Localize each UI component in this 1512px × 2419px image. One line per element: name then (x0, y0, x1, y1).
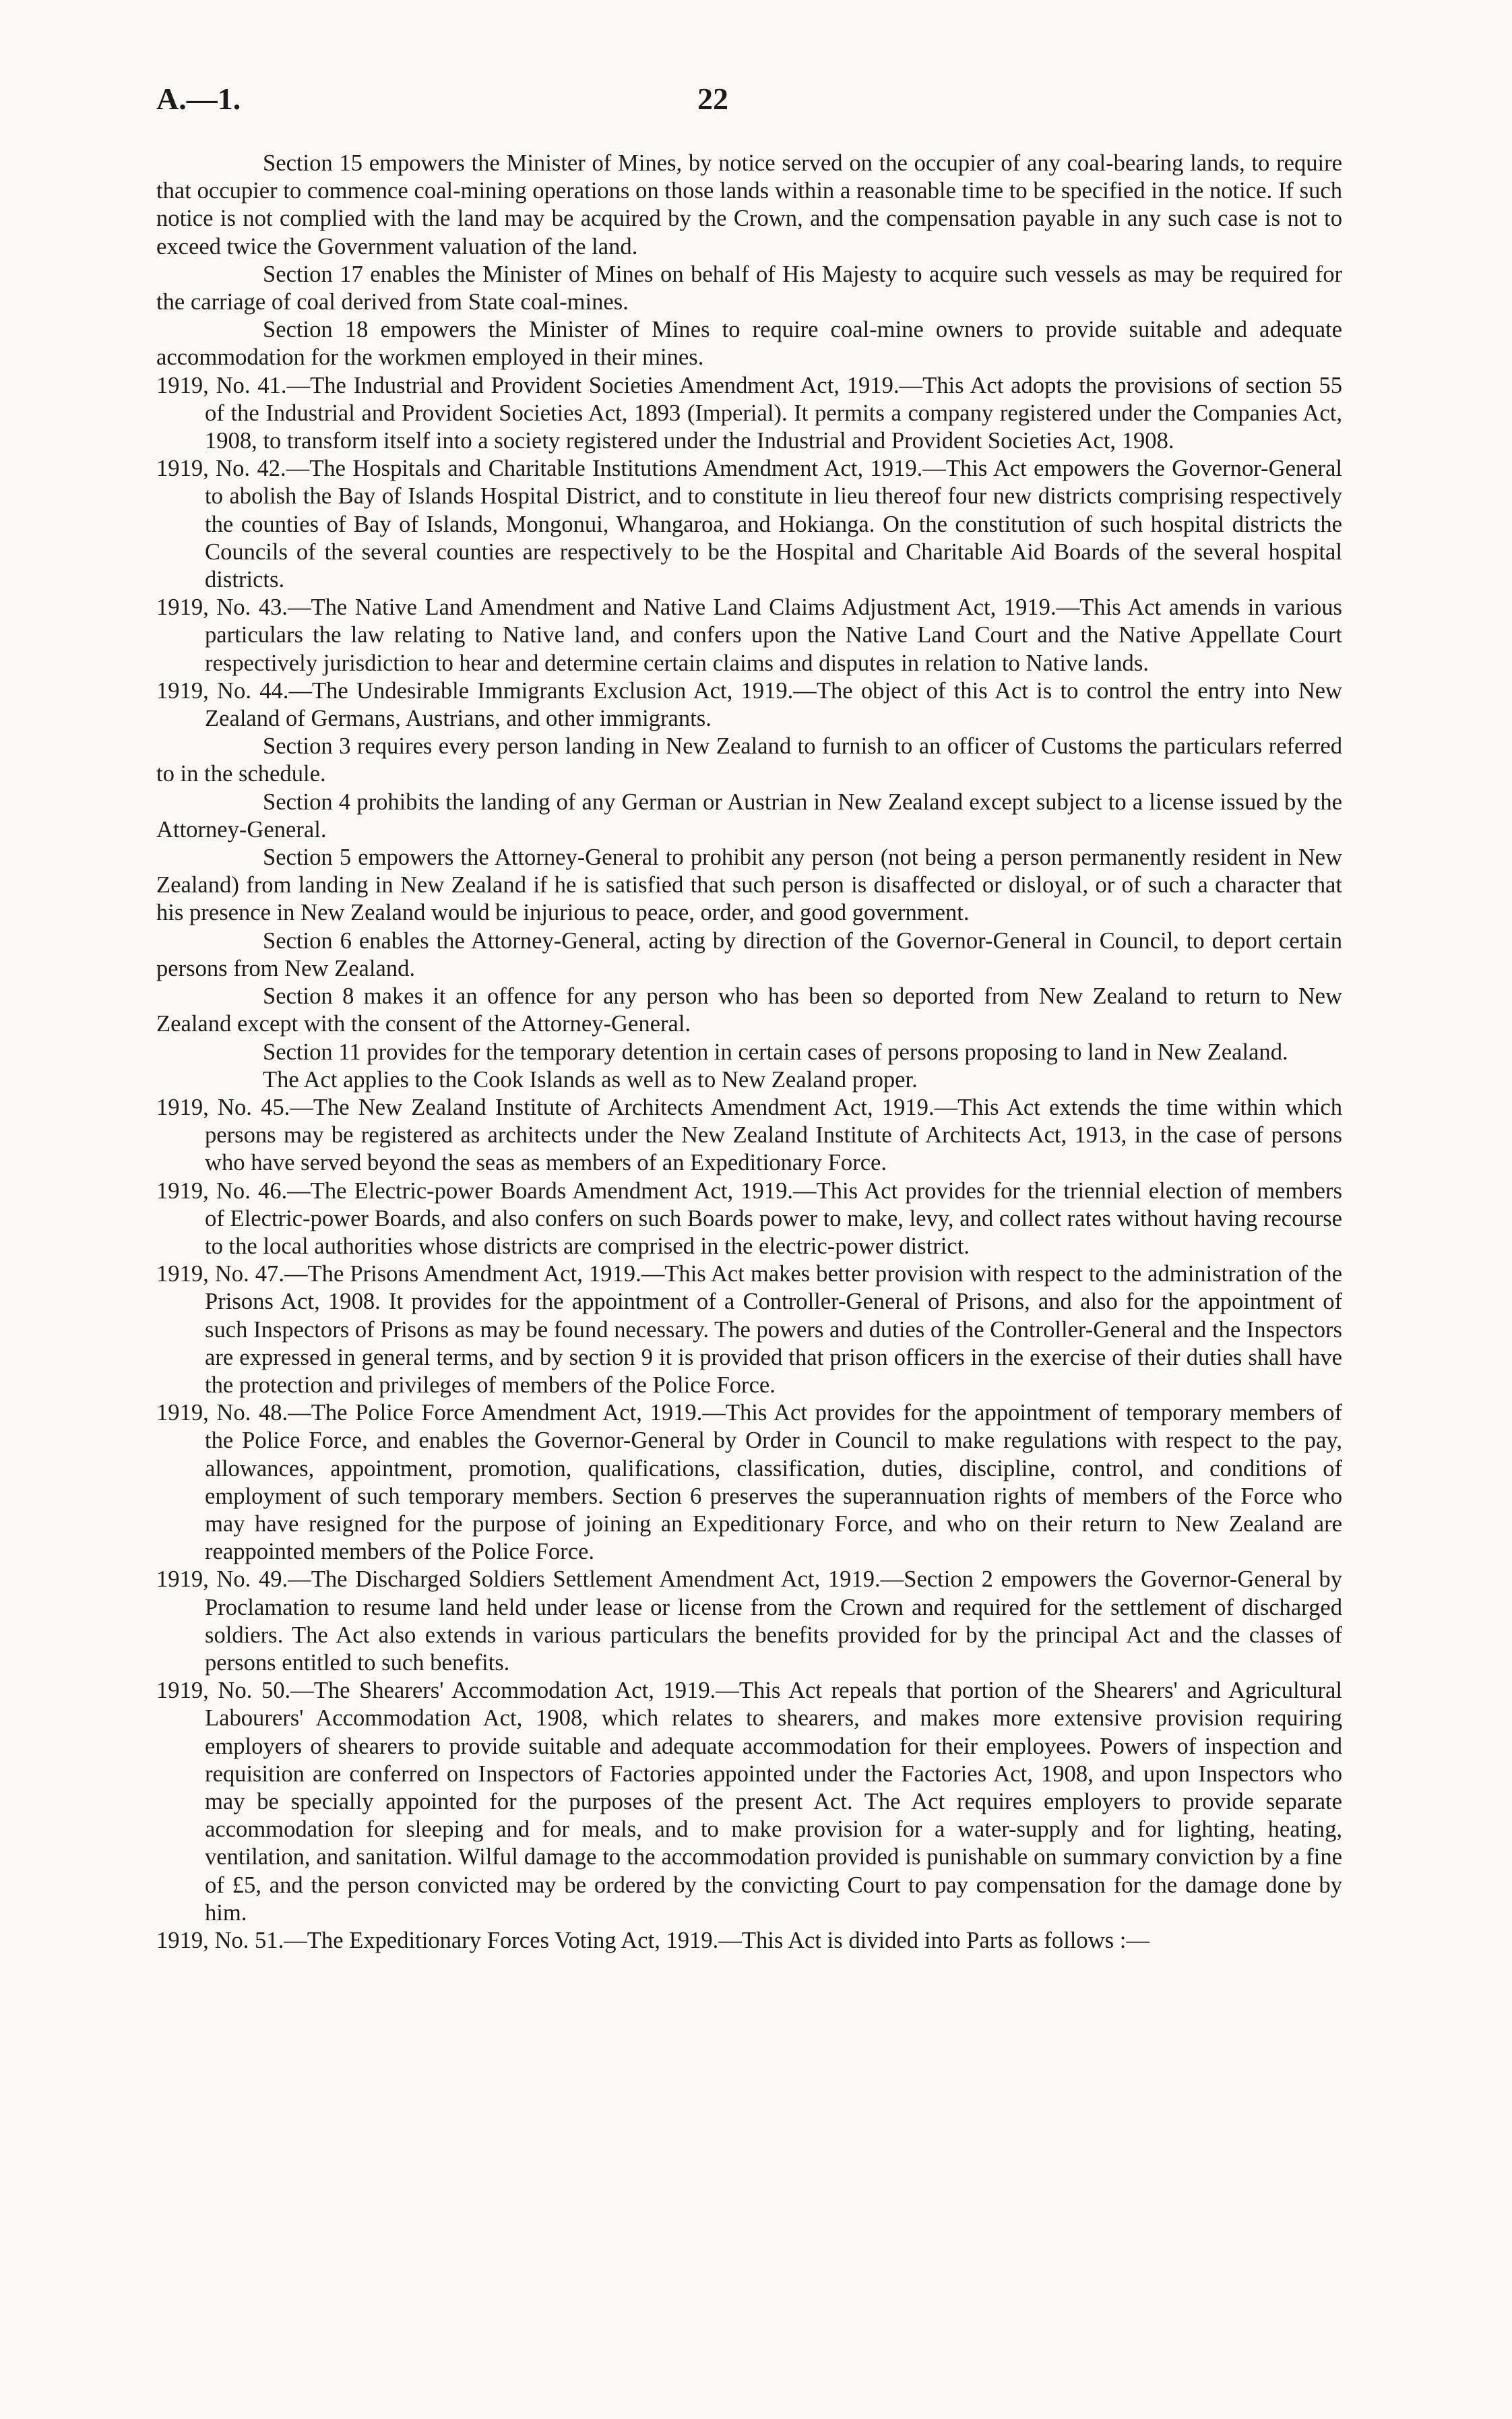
section-paragraph: Section 18 empowers the Minister of Mines to require coal-mine owners to provide suitable and adequate accommodation for the workmen employed in their mines. (156, 317, 1342, 371)
act-summary-paragraph: 1919, No. 45.—The New Zealand Institute of Architects Amendment Act, 1919.—This Act extends the time within which persons may be registered as architects under the New Zealand Institute of Architects Act, 1913, in the case of persons who have served beyond the seas as members of an Expeditionary Force. (156, 1094, 1342, 1176)
act-summary-paragraph: 1919, No. 51.—The Expeditionary Forces Voting Act, 1919.—This Act is divided into Parts as follows :— (156, 1928, 1149, 1953)
section-paragraph: Section 5 empowers the Attorney-General to prohibit any person (not being a person permanently resident in New Zealand) from landing in New Zealand if he is satisfied that such person is disaffected or disloyal, or of such a character that his presence in New Zealand would be injurious to peace, order, and good government. (156, 845, 1342, 926)
section-paragraph: Section 8 makes it an offence for any person who has been so deported from New Zealand to return to New Zealand except with the consent of the Attorney-General. (156, 983, 1342, 1037)
act-summary-paragraph: 1919, No. 48.—The Police Force Amendment Act, 1919.—This Act provides for the appointment of temporary members of the Police Force, and enables the Governor-General by Order in Council to make regulations with respect to the pay, allowances, appointment, promotion, qualifications, classification, duties, discipline, control, and conditions of employment of such temporary members. Section 6 preserves the superannuation rights of members of the Force who may have resigned for the purpose of joining an Expeditionary Force, and who on their return to New Zealand are reappointed members of the Police Force. (156, 1400, 1342, 1565)
section-paragraph: Section 4 prohibits the landing of any German or Austrian in New Zealand except subject to a license issued by the Attorney-General. (156, 789, 1342, 843)
act-summary-paragraph: 1919, No. 50.—The Shearers' Accommodation Act, 1919.—This Act repeals that portion of the Shearers' and Agricultural Labourers' Accommodation Act, 1908, which relates to shearers, and makes more extensive provision requiring employers of shearers to provide suitable and adequate accommodation for their employees. Powers of inspection and requisition are conferred on Inspectors of Factories appointed under the Factories Act, 1908, and upon Inspectors who may be specially appointed for the purposes of the present Act. The Act requires employers to provide separate accommodation for sleeping and for meals, and to make provision for a water-supply and for lighting, heating, ventilation, and sanitation. Wilful damage to the accommodation provided is punishable on summary conviction by a fine of £5, and the person convicted may be ordered by the convicting Court to pay compensation for the damage done by him. (156, 1678, 1342, 1926)
section-paragraph: Section 15 empowers the Minister of Mines, by notice served on the occupier of any coal-bearing lands, to require that occupier to commence coal-mining operations on those lands within a reasonable time to be specified in the notice. If such notice is not complied with the land may be acquired by the Crown, and the compensation payable in any such case is not to exceed twice the Government valuation of the land. (156, 150, 1342, 259)
document-reference: A.—1. (156, 82, 241, 116)
act-summary-paragraph: 1919, No. 44.—The Undesirable Immigrants Exclusion Act, 1919.—The object of this Act is to control the entry into New Zealand of Germans, Austrians, and other immigrants. (156, 677, 1342, 732)
act-summary-paragraph: 1919, No. 46.—The Electric-power Boards Amendment Act, 1919.—This Act provides for the triennial election of members of Electric-power Boards, and also confers on such Boards power to make, levy, and collect rates without having recourse to the local authorities whose districts are comprised in the electric-power district. (156, 1177, 1342, 1259)
section-paragraph: Section 17 enables the Minister of Mines on behalf of His Majesty to acquire such vessels as may be required for the carriage of coal derived from State coal-mines. (156, 261, 1342, 315)
document-body (156, 150, 1342, 1955)
act-summary-paragraph: 1919, No. 43.—The Native Land Amendment and Native Land Claims Adjustment Act, 1919.—This Act amends in various particulars the law relating to Native land, and confers upon the Native Land Court and the Native Appellate Court respectively jurisdiction to hear and determine certain claims and disputes in relation to Native lands. (156, 594, 1342, 676)
section-paragraph: Section 6 enables the Attorney-General, acting by direction of the Governor-General in Council, to deport certain persons from New Zealand. (156, 927, 1342, 981)
section-paragraph: The Act applies to the Cook Islands as well as to New Zealand proper. (263, 1066, 918, 1093)
act-summary-paragraph: 1919, No. 42.—The Hospitals and Charitable Institutions Amendment Act, 1919.—This Act empowers the Governor-General to abolish the Bay of Islands Hospital District, and to constitute in lieu thereof four new districts comprising respectively the counties of Bay of Islands, Mongonui, Whangaroa, and Hokianga. On the constitution of such hospital districts the Councils of the several counties are respectively to be the Hospital and Charitable Aid Boards of the several hospital districts. (156, 456, 1342, 593)
section-paragraph: Section 11 provides for the temporary detention in certain cases of persons proposing to land in New Zealand. (263, 1039, 1288, 1065)
section-paragraph: Section 3 requires every person landing in New Zealand to furnish to an officer of Customs the particulars referred to in the schedule. (156, 733, 1342, 787)
act-summary-paragraph: 1919, No. 49.—The Discharged Soldiers Settlement Amendment Act, 1919.—Section 2 empowers the Governor-General by Proclamation to resume land held under lease or license from the Crown and required for the settlement of discharged soldiers. The Act also extends in various particulars the benefits provided for by the principal Act and the classes of persons entitled to such benefits. (156, 1566, 1342, 1676)
page-number: 22 (697, 82, 728, 116)
act-summary-paragraph: 1919, No. 47.—The Prisons Amendment Act, 1919.—This Act makes better provision with respect to the administration of the Prisons Act, 1908. It provides for the appointment of a Controller-General of Prisons, and also for the appointment of such Inspectors of Prisons as may be found necessary. The powers and duties of the Controller-General and the Inspectors are expressed in general terms, and by section 9 it is provided that prison officers in the exercise of their duties shall have the protection and privileges of members of the Police Force. (156, 1261, 1342, 1398)
act-summary-paragraph: 1919, No. 41.—The Industrial and Provident Societies Amendment Act, 1919.—This Act adopts the provisions of section 55 of the Industrial and Provident Societies Act, 1893 (Imperial). It permits a company registered under the Companies Act, 1908, to transform itself into a society registered under the Industrial and Provident Societies Act, 1908. (156, 372, 1342, 454)
page-header (0, 81, 1512, 135)
